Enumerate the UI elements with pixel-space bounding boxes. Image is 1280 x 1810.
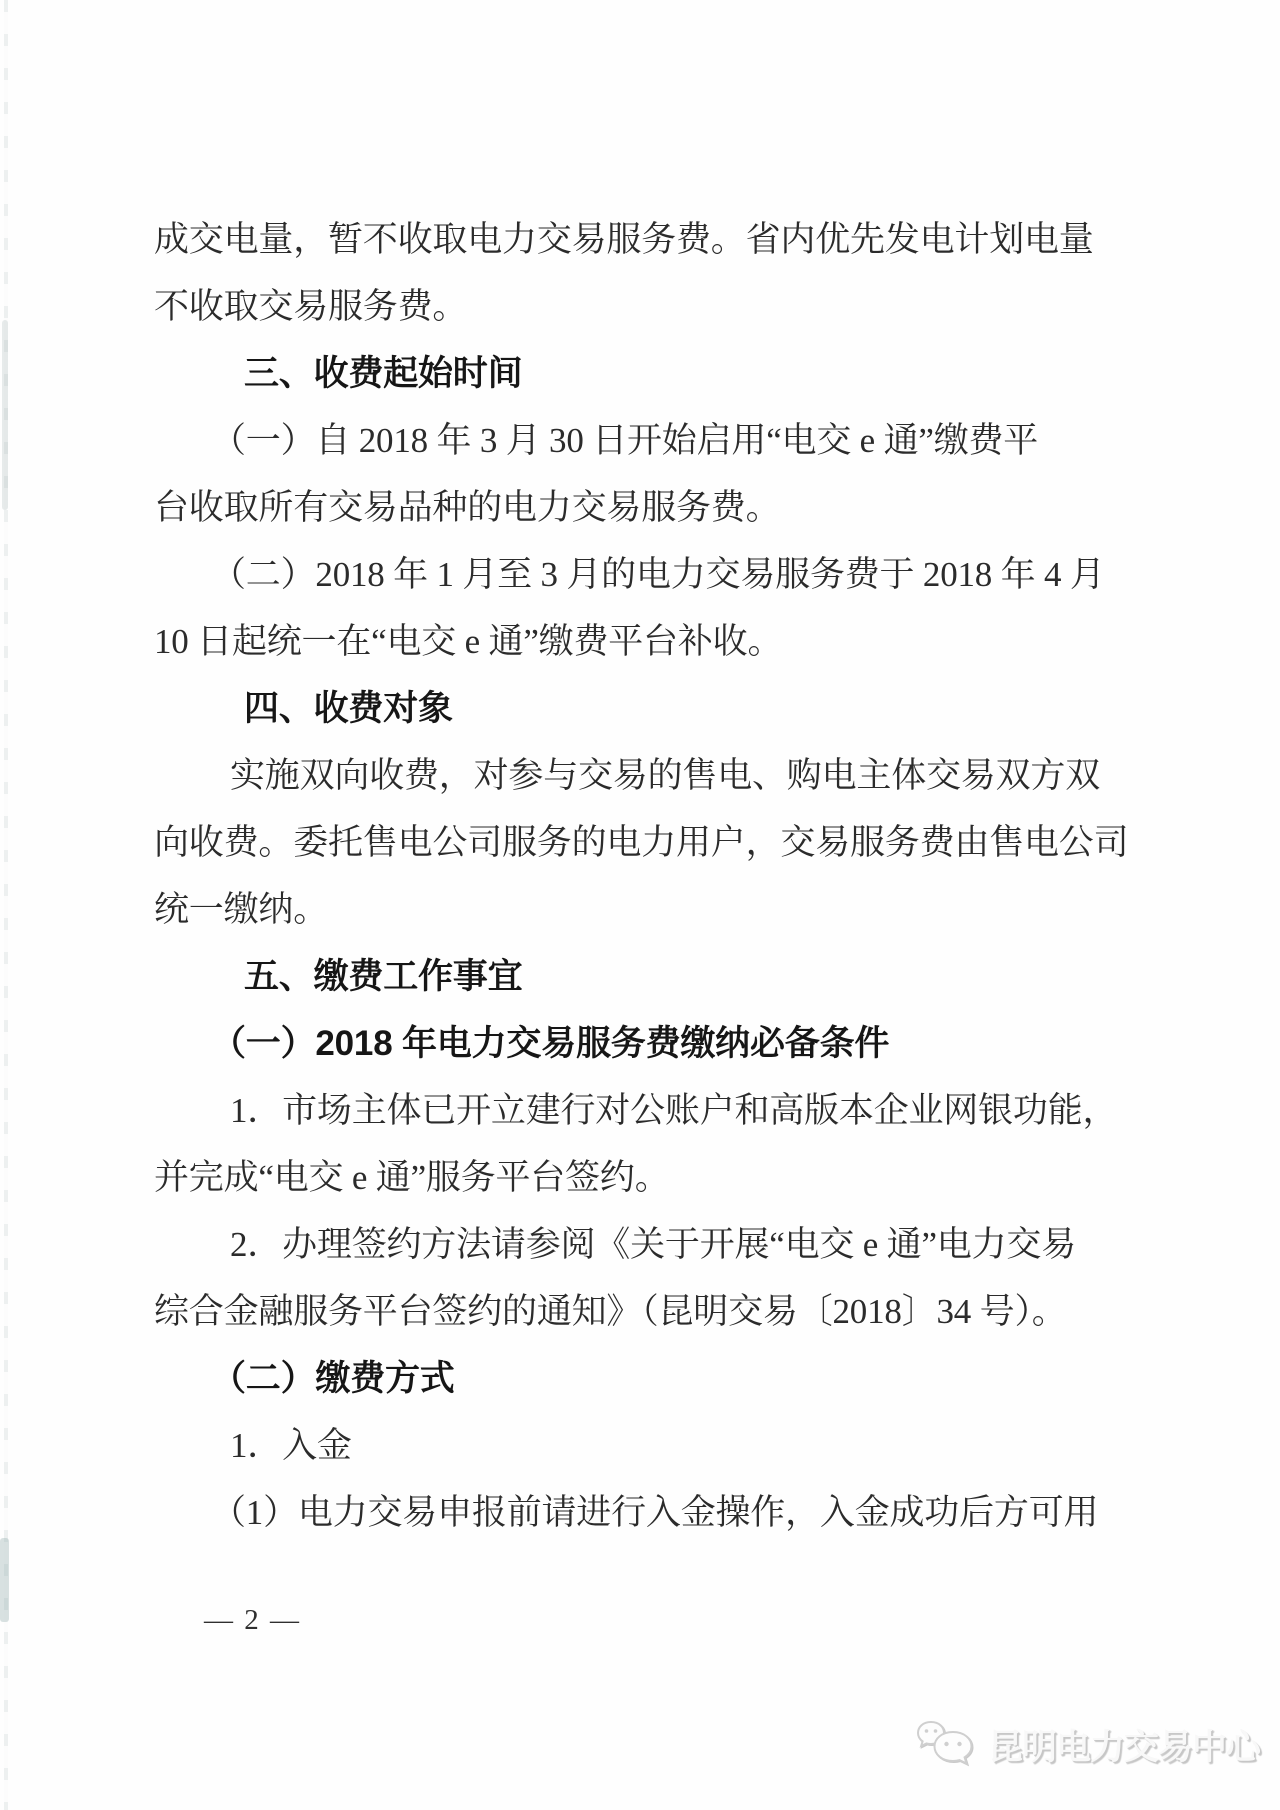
section-heading: 三、收费起始时间 — [244, 354, 523, 393]
subsection-heading: （二）缴费方式 — [211, 1359, 455, 1398]
body-line: 不收取交易服务费。 — [154, 287, 468, 326]
body-line: 并完成“电交 e 通”服务平台签约。 — [154, 1158, 670, 1197]
watermark-label: 昆明电力交易中心 — [988, 1728, 1261, 1767]
body-line: 成交电量，暂不收取电力交易服务费。省内优先发电计划电量 — [154, 220, 1094, 259]
section-heading: 五、缴费工作事宜 — [244, 957, 523, 996]
body-line: 向收费。委托售电公司服务的电力用户，交易服务费由售电公司 — [154, 823, 1129, 862]
body-line: （一）自 2018 年 3 月 30 日开始启用“电交 e 通”缴费平 — [211, 421, 1039, 460]
wechat-icon — [916, 1716, 978, 1774]
body-line: 台收取所有交易品种的电力交易服务费。 — [154, 488, 781, 527]
body-line: （二）2018 年 1 月至 3 月的电力交易服务费于 2018 年 4 月 — [211, 555, 1105, 594]
body-line: 10 日起统一在“电交 e 通”缴费平台补收。 — [154, 622, 783, 661]
page-number: — 2 — — [204, 1604, 301, 1636]
section-heading: 四、收费对象 — [244, 689, 453, 728]
body-line: 实施双向收费，对参与交易的售电、购电主体交易双方双 — [230, 756, 1101, 795]
body-line: 统一缴纳。 — [154, 890, 329, 929]
body-line: 1．市场主体已开立建行对公账户和高版本企业网银功能， — [230, 1091, 1118, 1130]
body-line: 综合金融服务平台签约的通知》（昆明交易〔2018〕34 号）。 — [154, 1292, 1067, 1331]
subsection-heading: （一）2018 年电力交易服务费缴纳必备条件 — [211, 1024, 890, 1063]
body-line: （1）电力交易申报前请进行入金操作，入金成功后方可用 — [211, 1493, 1099, 1532]
scan-edge-artifact — [4, 0, 8, 1810]
document-body — [154, 206, 1139, 1546]
body-line: 2．办理签约方法请参阅《关于开展“电交 e 通”电力交易 — [230, 1225, 1077, 1264]
body-line: 1．入金 — [230, 1426, 352, 1465]
watermark — [916, 1716, 1260, 1774]
